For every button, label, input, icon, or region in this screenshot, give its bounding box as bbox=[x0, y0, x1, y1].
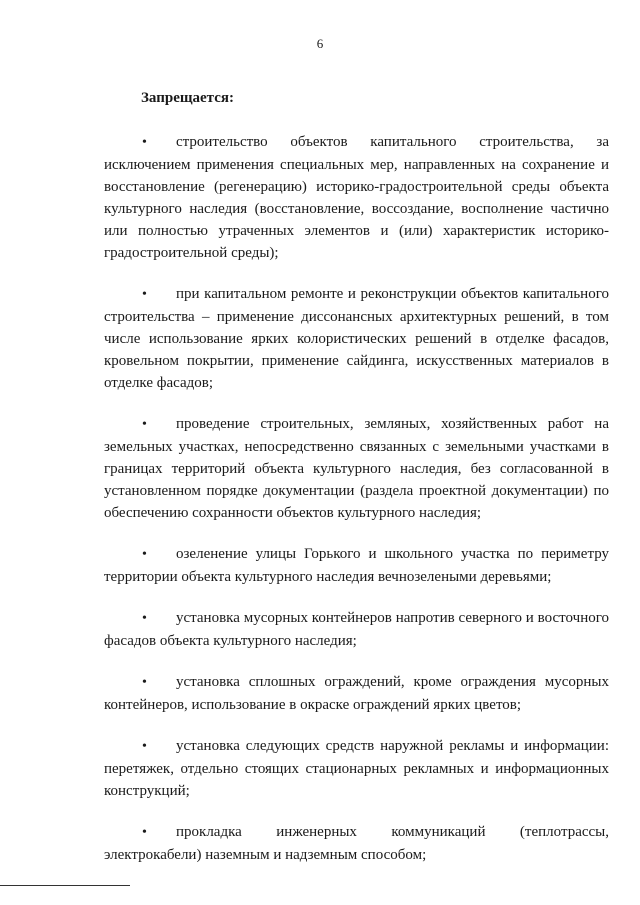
list-item bbox=[104, 283, 609, 394]
bullet-icon: • bbox=[142, 135, 147, 150]
list-item bbox=[104, 671, 609, 716]
section-heading: Запрещается: bbox=[141, 90, 235, 106]
list-item bbox=[104, 413, 609, 524]
list-item-text: установка мусорных контейнеров напротив северного и восточного фасадов объекта культурного наследия; bbox=[104, 610, 609, 649]
page-number: 6 bbox=[316, 36, 324, 51]
prohibition-list bbox=[104, 116, 609, 885]
bullet-icon: • bbox=[142, 675, 147, 690]
list-item-text: установка сплошных ограждений, кроме ограждения мусорных контейнеров, использование в окраске ограждений ярких цветов; bbox=[104, 674, 609, 713]
list-item-text: установка следующих средств наружной рекламы и информации: перетяжек, отдельно стоящих стационарных рекламных и информационных конструкций; bbox=[104, 738, 609, 799]
bullet-icon: • bbox=[142, 287, 147, 302]
list-item-text: озеленение улицы Горького и школьного участка по периметру территории объекта культурного наследия вечнозелеными деревьями; bbox=[104, 546, 609, 585]
list-item bbox=[104, 607, 609, 652]
list-item bbox=[104, 821, 609, 866]
bullet-icon: • bbox=[142, 825, 147, 840]
list-item bbox=[104, 543, 609, 588]
bullet-icon: • bbox=[142, 739, 147, 754]
bullet-icon: • bbox=[142, 547, 147, 562]
bullet-icon: • bbox=[142, 611, 147, 626]
list-item bbox=[104, 131, 609, 264]
list-item bbox=[104, 735, 609, 802]
list-item-text: прокладка инженерных коммуникаций (теплотрассы, электрокабели) наземным и надземным способом; bbox=[104, 824, 609, 863]
list-item-text: строительство объектов капитального строительства, за исключением применения специальных мер, направленных на сохранение и восстановление (регенерацию) историко-градостроительной среды объекта культурного наследия (восстановление, воссоздание, восполнение частично или полностью утраченных элементов и (или) характеристик историко-градостроительной среды); bbox=[104, 134, 609, 261]
footnote-divider bbox=[0, 885, 130, 886]
bullet-icon: • bbox=[142, 417, 147, 432]
list-item-text: при капитальном ремонте и реконструкции объектов капитального строительства – применение диссонансных архитектурных решений, в том числе использование ярких колористических решений в отделке фасадов, кровельном покрытии, применение сайдинга, искусственных материалов в отделке фасадов; bbox=[104, 286, 609, 391]
list-item-text: проведение строительных, земляных, хозяйственных работ на земельных участках, непосредственно связанных с земельными участками в границах территорий объекта культурного наследия, без согласованной в установленном порядке документации (раздела проектной документации) по обеспечению сохранности объектов культурного наследия; bbox=[104, 416, 609, 521]
